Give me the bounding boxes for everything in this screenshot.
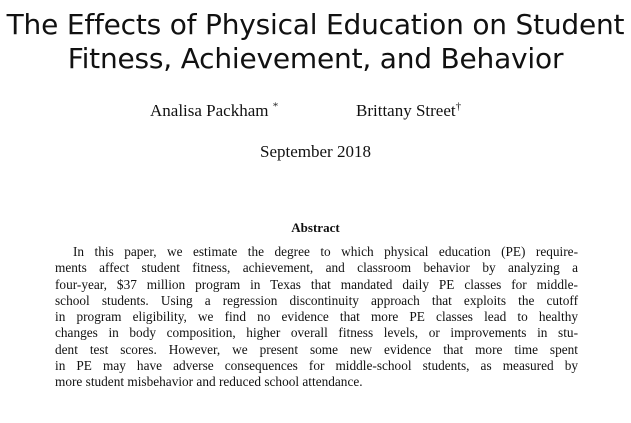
abstract-line: school students. Using a regression discontinuity approach that exploits the cutoff bbox=[55, 292, 578, 308]
author-footnote-mark: * bbox=[272, 100, 279, 113]
paper-title bbox=[0, 8, 631, 76]
abstract-line: In this paper, we estimate the degree to which physical education (PE) require- bbox=[73, 244, 578, 259]
abstract-line: dent test scores. However, we present some new evidence that more time spent bbox=[55, 341, 578, 357]
author-name: Analisa Packham bbox=[150, 101, 269, 120]
abstract-line: ments affect student fitness, achievement, and classroom behavior by analyzing a bbox=[55, 260, 578, 276]
abstract-line: four-year, $37 million program in Texas that mandated daily PE classes for middle- bbox=[55, 276, 578, 292]
author-name: Brittany Street bbox=[356, 101, 456, 120]
abstract-line: in PE may have adverse consequences for middle-school students, as measured by bbox=[55, 358, 578, 374]
author-footnote-mark: † bbox=[455, 100, 462, 113]
author bbox=[356, 100, 461, 122]
abstract-line: changes in body composition, higher overall fitness levels, or improvements in stu- bbox=[55, 325, 578, 341]
abstract-line: more student misbehavior and reduced school attendance. bbox=[55, 374, 363, 390]
publication-date: September 2018 bbox=[260, 142, 371, 161]
author bbox=[150, 100, 278, 122]
title-line: The Effects of Physical Education on Student bbox=[6, 8, 625, 41]
abstract-line: in program eligibility, we find no evidence that more PE classes lead to healthy bbox=[55, 309, 578, 325]
title-line: Fitness, Achievement, and Behavior bbox=[67, 42, 564, 75]
abstract-heading: Abstract bbox=[291, 220, 340, 235]
abstract-body bbox=[55, 244, 578, 391]
